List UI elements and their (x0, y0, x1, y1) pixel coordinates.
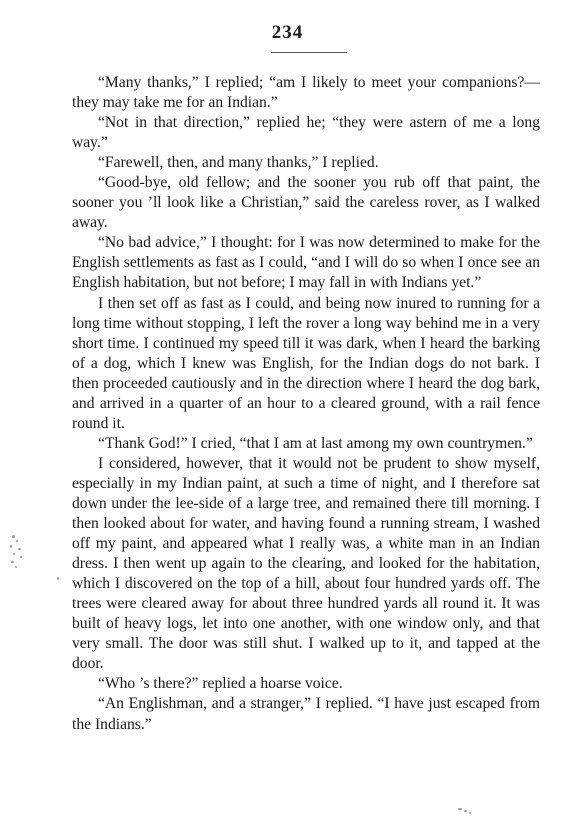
page-number: 234 (271, 22, 304, 43)
paragraph: “Farewell, then, and many thanks,” I replied. (98, 154, 379, 172)
paragraph: “Many thanks,” I replied; “am I likely to meet your companions?—they may take me for an Indian.” (72, 74, 540, 112)
paragraph: “Not in that direction,” replied he; “they were astern of me a long way.” (72, 114, 540, 152)
paragraph: “Thank God!” I cried, “that I am at last among my own countrymen.” (98, 434, 533, 452)
header-rule (271, 52, 347, 53)
paragraph: I then set off as fast as I could, and being now inured to running for a long time without stopping, I left the rover a long way behind me in a very short time. I continued my speed till it was dark, when I heard the barking of a dog, which I knew was English, for the Indian dogs do not bark. I then proceeded cautiously and in the direction where I heard the dog bark, and arrived in a quarter of an hour to a cleared ground, with a rail fence round it. (72, 294, 540, 432)
paragraph: “Good-bye, old fellow; and the sooner you rub off that paint, the sooner you ’ll look like a Christian,” said the careless rover, as I walked away. (72, 174, 540, 232)
paragraph: “Who ’s there?” replied a hoarse voice. (98, 675, 343, 693)
body-text (72, 73, 540, 735)
paragraph: “An Englishman, and a stranger,” I replied. “I have just escaped from the Indians.” (72, 695, 540, 733)
paragraph: I considered, however, that it would not be prudent to show myself, especially in my Indian paint, at such a time of night, and I therefore sat down under the lee-side of a large tree, and remained there till morning. I then looked about for water, and having found a running stream, I washed off my paint, and appeared what I really was, a white man in an Indian dress. I then went up again to the clearing, and looked for the habitation, which I discovered on the top of a hill, about four hundred yards off. The trees were cleared away for about three hundred yards all round it. It was built of heavy logs, let into one another, with one window only, and that very small. The door was still shut. I walked up to it, and tapped at the door. (72, 454, 540, 673)
paragraph: “No bad advice,” I thought: for I was now determined to make for the English settlements as fast as I could, “and I will do so when I once see an English habitation, but not before; I may fall in with Indians yet.” (72, 234, 540, 292)
